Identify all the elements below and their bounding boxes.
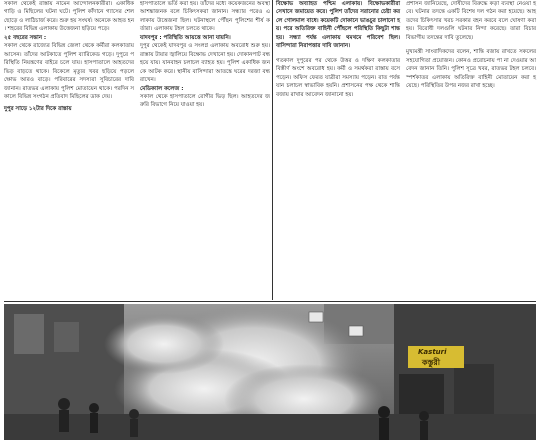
paragraph: সকাল থেকে হাসপাতালে রোগীর ভিড় ছিল। আহতদের জরুরি বিভাগে নিয়ে যাওয়া হয়।	[140, 93, 270, 109]
paragraph: সকাল থেকেই রাস্তায় নামেন আন্দোলনকারীরা। একাধিক গাড়ি ও মিছিলের ঘটনা ঘটে। পুলিশ কাঁদানে গ্যাসের শেল ছোড়ে ও লাঠিচার্জ করে। শুরু হয় সংঘর্ষ। অনেকে আহত হন। শহরের বিভিন্ন এলাকায় উত্তেজনা ছড়িয়ে পড়ে।	[4, 1, 134, 33]
photo-scene	[4, 304, 536, 440]
article-column-2	[140, 0, 270, 110]
paragraph: মুখ্যমন্ত্রী সাংবাদিকদের বলেন, শান্তি বজায় রাখতে সকলের সহযোগিতা প্রয়োজন। কোনও প্ররোচনায় পা না দেওয়ার আবেদন জানান তিনি। পুলিশ সূত্রে খবর, রাতভর টহল চলবে। স্পর্শকাতর এলাকায় অতিরিক্ত বাহিনী মোতায়েন করা হয়েছে। পরিস্থিতির উপর নজর রাখা হচ্ছে।	[406, 49, 536, 90]
article-column-3	[276, 0, 400, 99]
article-column-4	[406, 0, 536, 91]
paragraph: সকাল থেকে রাজ্যের বিভিন্ন জেলা থেকে কর্মীরা কলকাতায় আসেন। তাঁদের আটকাতে পুলিশ ব্যারিকেড গড়ে। দুপুরে পরিস্থিতি নিয়ন্ত্রণের বাইরে চলে যায়। হাসপাতালে আহতদের ভিড় বাড়তে থাকে। বিকেলে মৃত্যুর খবর ছড়িয়ে পড়লে ক্ষোভ আরও বাড়ে। পরিবারের সদস্যরা সুবিচারের দাবি জানান। রাতভর এলাকায় পুলিশ মোতায়েন থাকে। পরদিন সকালে বিভিন্ন সংগঠন প্রতিবাদ মিছিলের ডাক দেয়।	[4, 43, 134, 100]
caption-line: দুপুর সাড়ে ১২টার দিকে রাস্তায়	[4, 106, 72, 113]
subheading: মেডিক্যাল কলেজ :	[140, 85, 184, 92]
paragraph: দুপুর থেকেই যাদবপুর ও সংলগ্ন এলাকায় অবরোধ শুরু হয়। রাস্তায় টায়ার জ্বালিয়ে বিক্ষোভ দেখানো হয়। দোকানপাট বন্ধ হয়ে যায়। যানবাহন চলাচল ব্যাহত হয়। পুলিশ একাধিক জনকে আটক করে। স্থানীয় বাসিন্দারা আতঙ্কে ঘরের দরজা বন্ধ রাখেন।	[140, 43, 270, 84]
shop-sign-bengali: কস্তুরী	[422, 358, 441, 367]
news-photo	[4, 304, 536, 440]
paragraph: বিক্ষোভ অব্যাহত পশ্চিম এলাকায়। বিক্ষোভকারীরা সেখানে জমায়েত করে। পুলিশ তাঁদের সরানোর চেষ্টা করলে গোলমাল বাধে। কয়েকটি দোকানে ভাঙচুর চালানো হয়। পরে অতিরিক্ত বাহিনী পৌঁছলে পরিস্থিতি কিছুটা শান্ত হয়। সন্ধ্যা পর্যন্ত এলাকায় থমথমে পরিবেশ ছিল। বাসিন্দারা নিরাপত্তার দাবি জানান।	[276, 1, 400, 50]
paragraph: হাসপাতালে ভর্তি করা হয়। তাঁদের মধ্যে কয়েকজনের অবস্থা আশঙ্কাজনক বলে চিকিৎসকরা জানান। সন্ধ্যার পরেও এলাকায় উত্তেজনা ছিল। ঘটনাস্থলে পৌঁছন পুলিশের শীর্ষ কর্তারা। এলাকায় টহল চলতে থাকে।	[140, 1, 270, 33]
paragraph: প্রশাসন জানিয়েছে, দোষীদের বিরুদ্ধে কড়া ব্যবস্থা নেওয়া হবে। ঘটনার তদন্তে একটি বিশেষ দল গঠন করা হয়েছে। আহতদের চিকিৎসার খরচ সরকার বহন করবে বলে ঘোষণা করা হয়। বিরোধী দলগুলি ঘটনার নিন্দা করেছে। তারা বিচার বিভাগীয় তদন্তের দাবি তুলেছে।	[406, 1, 536, 41]
shop-sign-latin: Kasturi	[418, 348, 447, 356]
subheading: ২৫ বছরের সন্তান :	[4, 34, 47, 41]
paragraph: গতকাল দুপুরের পর থেকে উত্তর ও দক্ষিণ কলকাতার বিস্তীর্ণ অংশে অবরোধ হয়। কর্মী ও সমর্থকরা রাস্তায় বসে পড়েন। অফিস ফেরত যাত্রীরা সমস্যায় পড়েন। রাত পর্যন্ত যান চলাচল স্বাভাবিক হয়নি। প্রশাসনের পক্ষ থেকে শান্তি বজায় রাখার আবেদন জানানো হয়।	[276, 57, 400, 98]
subheading: যাদবপুর : পরিস্থিতি আয়ত্তে আনা যায়নি।	[140, 34, 231, 41]
article-column-1	[4, 0, 134, 114]
column-rule	[272, 0, 273, 300]
photo-top-rule	[4, 301, 536, 302]
